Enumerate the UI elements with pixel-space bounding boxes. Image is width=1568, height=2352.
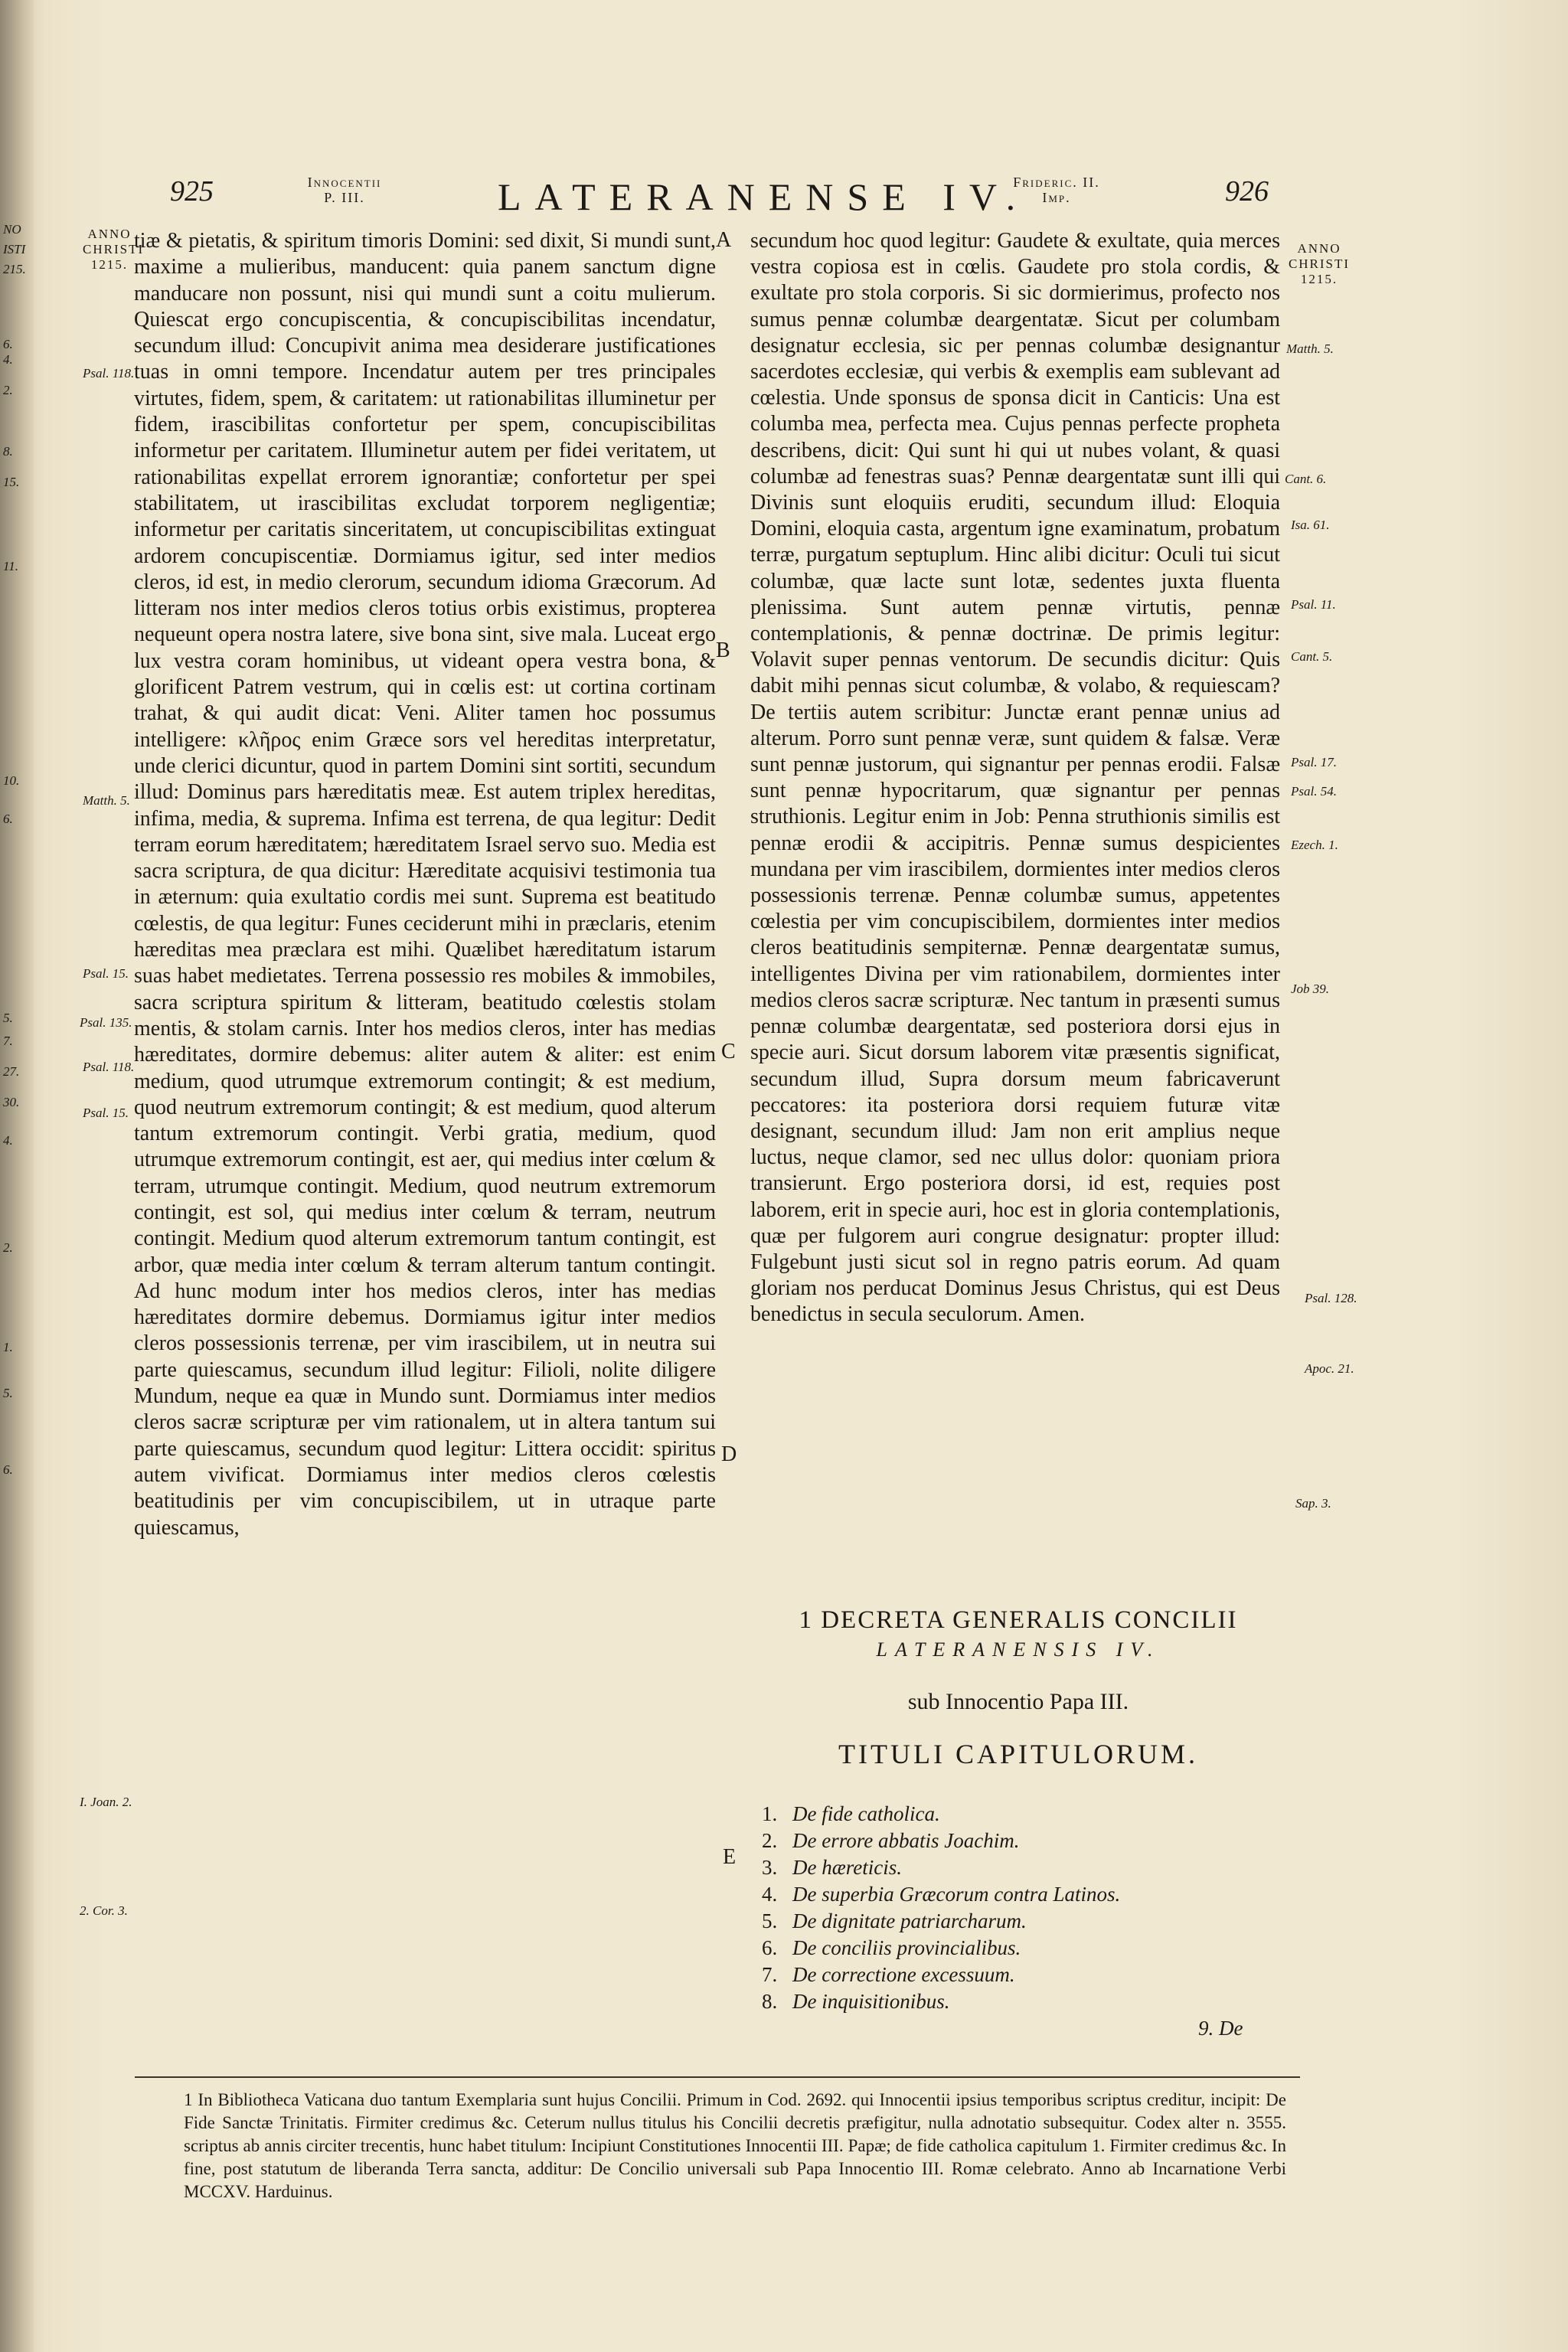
decreta-subheading: LATERANENSIS IV. (876, 1638, 1161, 1661)
anno-left (83, 227, 145, 273)
chapter-number: 4. (762, 1883, 778, 1906)
right-column-text: secundum hoc quod legitur: Gaudete & exultate, quia merces vestra copiosa est in cœlis. Gaudete pro stola cordis, & exultate pro stola corporis. Si sic dormierimus, profecto nos sumus pennæ columbæ deargentatæ. Sicut per columbam designatur ecclesia, sic per pennas columbæ designantur sacerdotes ecclesiæ, qui verbis & exemplis eam sublevant ad cœlestia. Unde sponsus de sponsa dicit in Canticis: Una est columba mea, perfecta mea. Cujus pennas perfecte propheta describens, dicit: Qui sunt hi qui ut nubes volant, & quasi columbæ ad fenestras suas? Pennæ deargentatæ sunt illi qui Divinis sunt eloquiis eruditi, secundum illud: Eloquia Domini, eloquia casta, argentum igne examinatum, probatum terræ, purgatum septuplum. Hinc alibi dicitur: Oculi tui sicut columbæ, quæ lacte sunt lotæ, sedentes juxta fluenta plenissima. Sunt autem pennæ virtutis, pennæ contemplationis, & pennæ doctrinæ. De primis legitur: Volavit super pennas ventorum. De secundis dicitur: Quis dabit mihi pennas sicut columbæ, & volabo, & requiescam? De tertiis autem scribitur: Junctæ erant pennæ unius ad alterum. Porro sunt pennæ veræ, sunt quidem & falsæ. Veræ sunt pennæ justorum, qui signantur per pennas erodii. Falsæ sunt pennæ hypocritarum, quæ signantur per pennas struthionis. Legitur enim in Job: Penna struthionis similis est pennæ erodii & accipitris. Pennæ sumus despicientes mundana per vim irascibilem, dormientes inter medios cleros possessionis terrenæ. Pennæ columbæ sumus, appetentes cœlestia per vim concupiscibilem, dormientes inter medios cleros beatitudinis sempiternæ. Pennæ deargentatæ sumus, intelligentes Divina per vim rationabilem, dormientes inter medios cleros sacræ scripturæ. Nec tantum in præsenti sumus pennæ columbæ deargentatæ, sed posteriora dorsi ejus in specie auri. Sicut dorsum laborem vitæ præsentis significat, secundum illud, Supra dorsum meum fabricaverunt peccatores: ita posteriora dorsi requiem futuræ vitæ designant, secundum illud: Jam non erit amplius neque luctus, neque clamor, sed nec ullus dolor: quoniam priora transierunt. Ergo posteriora dorsi, id est, requies post laborem, erit in specie auri, hoc est in gloria contemplationis, quæ per fulgorem auri congrue designatur: propter illud: Fulgebunt justi sicut sol in regno patris eorum. Ad quam gloriam nos perducat Dominus Jesus Christus, qui est Deus benedictus in secula seculorum. Amen. (750, 229, 1280, 1327)
anno-left-line1: ANNO (87, 227, 132, 241)
chapter-number: 1. (762, 1802, 778, 1825)
margin-ref: Ezech. 1. (1291, 838, 1338, 852)
margin-ref: Psal. 54. (1291, 784, 1337, 799)
left-running-head (287, 175, 402, 213)
chapter-title: De fide catholica. (792, 1802, 940, 1825)
section-letter: B (716, 639, 730, 662)
edge-note: 7. (3, 1034, 13, 1048)
edge-note: 4. (3, 1133, 13, 1148)
anno-right (1285, 241, 1354, 287)
chapter-number: 8. (762, 1990, 778, 2013)
chapter-item (762, 1854, 1282, 1881)
footnote-rule (135, 2076, 1300, 2078)
margin-ref: Psal. 15. (83, 966, 129, 981)
edge-note: 5. (3, 1011, 13, 1025)
chapter-title: De errore abbatis Joachim. (792, 1829, 1020, 1852)
edge-note: 11. (3, 559, 18, 573)
anno-right-line2: CHRISTI (1288, 256, 1351, 271)
chapter-title: De superbia Græcorum contra Latinos. (792, 1883, 1121, 1906)
chapter-item (762, 1801, 1282, 1828)
edge-note: 2. (3, 383, 13, 397)
margin-ref: Job 39. (1291, 982, 1330, 996)
margin-ref: I. Joan. 2. (80, 1795, 132, 1809)
edge-note: 30. (3, 1095, 20, 1109)
margin-ref: Apoc. 21. (1305, 1361, 1354, 1376)
chapter-number: 2. (762, 1829, 778, 1852)
chapter-title: De dignitate patriarcharum. (792, 1909, 1027, 1932)
edge-note: ISTI (3, 242, 26, 256)
margin-ref: Sap. 3. (1295, 1496, 1331, 1511)
right-page-number: 926 (1225, 175, 1269, 207)
margin-ref: 2. Cor. 3. (80, 1903, 128, 1918)
edge-note: 15. (3, 475, 20, 489)
chapter-list (762, 1801, 1282, 2015)
chapter-number: 7. (762, 1963, 778, 1986)
footnote: 1 In Bibliotheca Vaticana duo tantum Exemplaria sunt hujus Concilii. Primum in Cod. 2692. qui Innocentii ipsius temporibus scriptus creditur, incipit: De Fide Sanctæ Trinitatis. Firmiter credimus &c. Ceterum nullus titulus his Concilii decretis præfigitur, nulla adnotatio subsequitur. Codex alter n. 3555. scriptus ab annis circiter trecentis, hunc habet titulum: Incipiunt Constitutiones Innocentii III. Papæ; de fide catholica capitulum 1. Firmiter credimus &c. In fine, post statutum de liberanda Terra sancta, additur: De Concilio universali sub Papa Innocentio III. Romæ celebrato. Anno ab Incarnatione Verbi MCCXV. Harduinus. (184, 2090, 1286, 2201)
edge-note: 8. (3, 444, 13, 459)
right-running-head-line1: Frideric. II. (1013, 175, 1100, 190)
section-letter: C (721, 1040, 736, 1063)
section-letter: D (721, 1442, 737, 1466)
chapter-item (762, 1828, 1282, 1854)
section-letter: E (723, 1845, 737, 1869)
decreta-heading: 1 DECRETA GENERALIS CONCILII (799, 1606, 1238, 1634)
chapter-number: 3. (762, 1856, 778, 1879)
left-page-number: 925 (170, 175, 214, 207)
edge-note: 4. (3, 352, 13, 367)
left-column-text: tiæ & pietatis, & spiritum timoris Domini: sed dixit, Si mundi sunt, maxime a mulieribus, manducent: quia panem sanctum digne manducare non possunt, nisi qui mundi sunt a coitu mulierum. Quiescat ergo concupiscentia, & concupiscibilitas incendatur, secundum illud: Concupivit anima mea desiderare justificationes tuas in omni tempore. Incendatur autem per tres principales virtutes, fidem, spem, & caritatem: ut rationabilitas illuminetur per fidem, irascibilitas confortetur per spem, concupiscibilitas informetur per caritatem. Illuminetur autem per fidei veritatem, ut rationabilitas expellat errorem ignorantiæ; confortetur per spei stabilitatem, ut irascibilitas excludat torporem negligentiæ; informetur per caritatis sinceritatem, ut concupiscibilitas extinguat ardorem concupiscentiæ. Dormiamus igitur, sed inter medios cleros, id est, in medio clerorum, secundum idioma Græcorum. Ad litteram nos inter medios cleros totius orbis existimus, propterea nequeunt opera nostra latere, sive bona sint, sive mala. Luceat ergo lux vestra coram hominibus, ut videant opera vestra bona, & glorificent Patrem vestrum, qui in cœlis est: ut cortina cortinam trahat, & qui audit dicat: Veni. Aliter tamen hoc possumus intelligere: κλῆρος enim Græce sors vel hereditas interpretatur, unde clerici dicuntur, quod in partem Domini sint sortiti, secundum illud: Dominus pars hæreditatis meæ. Est autem triplex hereditas, infima, media, & suprema. Infima est terrena, de qua legitur: Dedit terram eorum hæreditatem; hæreditatem Israel servo suo. Media est sacra scriptura, de qua dicitur: Hæreditate acquisivi testimonia tua in æternum: quia exultatio cordis mei sunt. Suprema est beatitudo cœlestis, de qua legitur: Funes ceciderunt mihi in præclaris, etenim hæreditas mea præclara est mihi. Quælibet hæreditatum istarum suas habet medietates. Terrena possessio res mobiles & immobiles, sacra scriptura spiritum & litteram, beatitudo cœlestis stolam mentis, & stolam carnis. Inter hos medios cleros, inter has medias hæreditates, dormire debemus: aliter autem & aliter: est enim medium, quod utrumque extremorum contingit; & est medium, quod neutrum extremorum contingit; & est medium, quod alterum tantum extremorum contingit. Verbi gratia, medium, quod utrumque extremorum contingit, est aer, qui medius inter cœlum & terram, utrumque contingit. Medium, quod neutrum extremorum contingit, est sol, qui medius inter cœlum & terram, neutrum contingit. Medium quod alterum extremorum tantum contingit, est arbor, quæ media inter cœlum & terram alterum tantum contingit. Ad hunc modum inter hos medios cleros, inter has medias hæreditates dormire debemus. Dormiamus igitur inter medios cleros possessionis terrenæ, per vim irascibilem, ut in neutra sui parte quiescamus, secundum illud legitur: Filioli, nolite diligere Mundum, neque ea quæ in Mundo sunt. Dormiamus inter medios cleros sacræ scripturæ per vim rationalem, ut in altera tantum sui parte quiescamus, secundum quod legitur: Littera occidit: spiritus autem vivificat. Dormiamus inter medios cleros cœlestis beatitudinis per vim concupiscibilem, ut in utraque parte quiescamus, (134, 229, 716, 1540)
margin-ref: Cant. 6. (1285, 472, 1327, 486)
chapter-title: De correctione excessuum. (792, 1963, 1015, 1986)
margin-ref: Cant. 5. (1291, 649, 1333, 664)
margin-ref: Matth. 5. (1286, 341, 1334, 356)
margin-ref: Psal. 135. (80, 1015, 132, 1030)
catchword: 9. De (1198, 2017, 1243, 2040)
left-running-head-line1: Innocentii (307, 175, 382, 190)
chapter-title: De hæreticis. (792, 1856, 902, 1879)
right-text-column (750, 228, 1280, 1328)
anno-left-line2: CHRISTI (83, 242, 145, 256)
anno-right-line3: 1215. (1300, 272, 1338, 286)
anno-left-line3: 1215. (90, 257, 129, 272)
left-text-column (134, 228, 716, 1541)
margin-ref: Psal. 15. (83, 1106, 129, 1120)
edge-note: 10. (3, 773, 20, 788)
edge-note: 1. (3, 1340, 13, 1354)
left-running-head-line2: P. III. (324, 190, 365, 205)
edge-note: 5. (3, 1386, 13, 1400)
margin-ref: Psal. 11. (1291, 597, 1336, 612)
right-running-head-line2: Imp. (1042, 190, 1071, 205)
margin-ref: Isa. 61. (1291, 518, 1330, 532)
right-running-head (988, 175, 1125, 213)
edge-note: 215. (3, 262, 26, 276)
tituli-heading: TITULI CAPITULORUM. (838, 1739, 1198, 1769)
margin-ref: Matth. 5. (83, 793, 130, 808)
chapter-item (762, 1988, 1282, 2015)
margin-ref: Psal. 17. (1291, 755, 1337, 769)
margin-ref: Psal. 118. (83, 1060, 135, 1074)
chapter-item (762, 1908, 1282, 1935)
margin-ref: Psal. 118. (83, 366, 135, 381)
chapter-number: 5. (762, 1909, 778, 1932)
edge-note: NO (3, 222, 21, 237)
page-title: LATERANENSE IV. (498, 175, 1030, 218)
chapter-item (762, 1881, 1282, 1908)
edge-note: 6. (3, 1462, 13, 1477)
chapter-item (762, 1962, 1282, 1988)
margin-ref: Psal. 128. (1305, 1291, 1357, 1305)
chapter-item (762, 1935, 1282, 1962)
edge-note: 27. (3, 1064, 20, 1079)
chapter-title: De inquisitionibus. (792, 1990, 950, 2013)
edge-note: 6. (3, 812, 13, 826)
chapter-title: De conciliis provincialibus. (792, 1936, 1021, 1959)
section-letter: A (716, 228, 732, 252)
decreta-pope-line: sub Innocentio Papa III. (907, 1689, 1129, 1714)
chapter-number: 6. (762, 1936, 778, 1959)
anno-right-line1: ANNO (1297, 241, 1341, 256)
edge-note: 2. (3, 1240, 13, 1255)
edge-note: 6. (3, 337, 13, 351)
